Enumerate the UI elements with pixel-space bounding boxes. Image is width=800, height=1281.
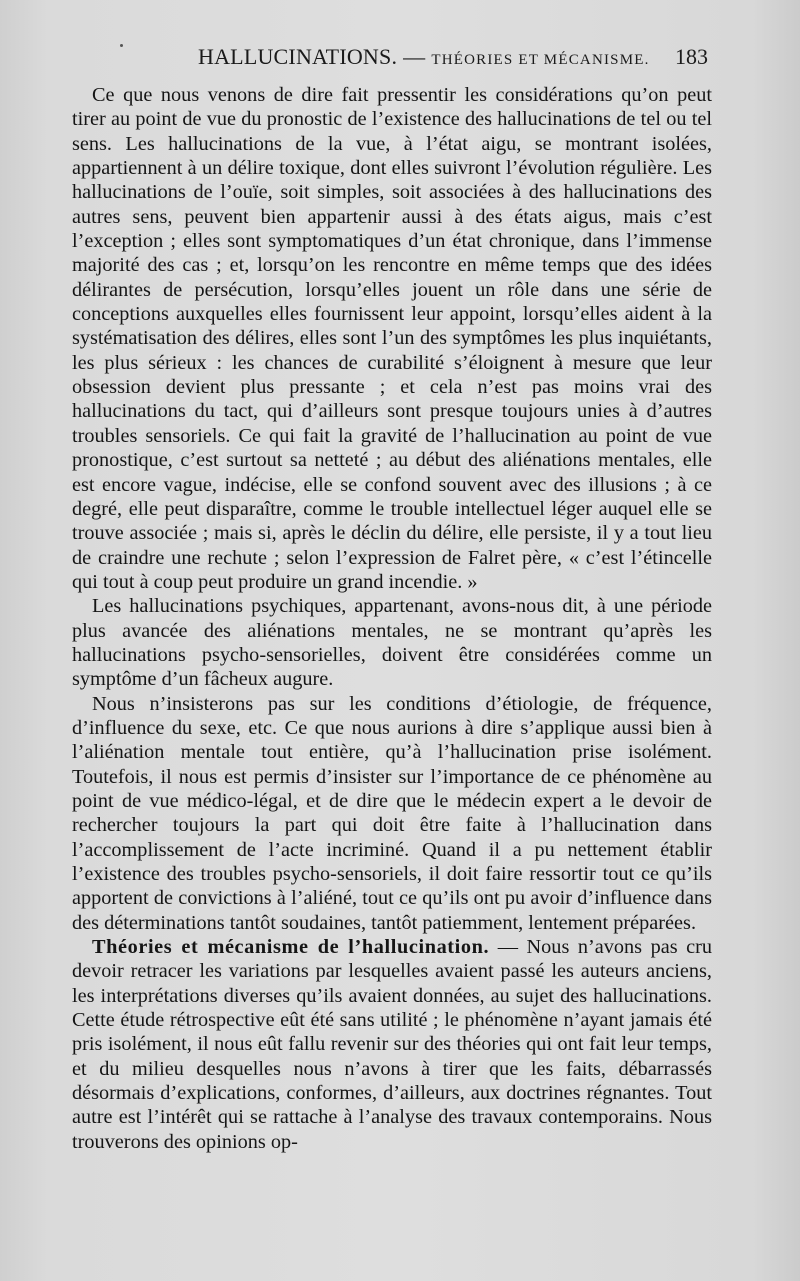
section-heading: Théories et mécanisme de l’hallucination.	[92, 936, 490, 959]
running-title-separator: —	[403, 44, 426, 69]
section-text: Nous n’avons pas cru devoir retracer les variations par lesquelles avaient passé les auteurs anciens, les interprétations diverses qu’ils avaient données, au sujet des hallucinations. Cette étude rétrospective eût été sans utilité ; le phénomène n’ayant jamais été pris isolément, il nous eût fallu revenir sur des théories qui ont fait leur temps, et du milieu desquelles nous n’avons à tirer que les faits, débarrassés désormais d’explications, conformes, d’ailleurs, aux doctrines régnantes. Tout autre est l’intérêt qui se rattache à l’analyse des travaux contemporains. Nous trouverons des opinions op-	[72, 936, 713, 1153]
section-heading-dash: —	[489, 936, 527, 959]
paragraph-medico-legal: Nous n’insisterons pas sur les conditions d’étiologie, de fréquence, d’influence du sexe, etc. Ce que nous aurions à dire s’applique aussi bien à l’aliénation mentale tout entière, qu’à l’hallucination prise isolément. Toutefois, il nous est permis d’insister sur l’importance de ce phénomène au point de vue médico-légal, et de dire que le médecin expert a le devoir de rechercher toujours la part qui doit être faite à l’hallucination dans l’accomplissement de l’acte incriminé. Quand il a pu nettement établir l’existence des troubles psycho-sensoriels, il doit faire ressortir tout ce qu’ils apportent de convictions à l’aliéné, tout ce qu’ils ont pu avoir d’influence dans des déterminations tantôt soudaines, tantôt patiemment, lentement préparées.	[72, 692, 712, 934]
running-title	[198, 44, 650, 70]
paragraph-prognosis: Ce que nous venons de dire fait pressentir les considérations qu’on peut tirer au point de vue du pronostic de l’existence des hallucinations de tel ou tel sens. Les hallucinations de la vue, à l’état aigu, se montrant isolées, appartiennent à un délire toxique, dont elles suivront l’évolution régulière. Les hallucinations de l’ouïe, soit simples, soit associées à des hallucinations des autres sens, peuvent bien appartenir aussi à des états aigus, mais c’est l’exception ; elles sont symptomatiques d’un état chronique, dans l’immense majorité des cas ; et, lorsqu’on les rencontre en même temps que des idées délirantes de persécution, lorsqu’elles jouent un rôle dans une série de conceptions auxquelles elles fournissent leur appoint, lorsqu’elles aident à la systématisation des délires, elles sont l’un des symptômes les plus inquiétants, les plus sérieux : les chances de curabilité s’éloignent à mesure que leur obsession devient plus pressante ; et cela n’est pas moins vrai des hallucinations du tact, qui d’ailleurs sont presque toujours unies à d’autres troubles sensoriels. Ce qui fait la gravité de l’hallucination au point de vue pronostique, c’est surtout sa netteté ; au début des aliénations mentales, elle est encore vague, indécise, elle se confond souvent avec des illusions ; à ce degré, elle peut disparaître, comme le trouble intellectuel léger auquel elle se trouve associée ; mais si, après le déclin du délire, elle persiste, il y a tout lieu de craindre une rechute ; selon l’expression de Falret père, « c’est l’étincelle qui tout à coup peut produire un grand incendie. »	[72, 84, 712, 593]
running-title-main: HALLUCINATIONS.	[198, 44, 398, 69]
page-header	[0, 44, 800, 74]
paragraph-theories	[72, 935, 712, 1154]
body-text	[72, 83, 712, 1154]
paragraph-psychic-hallucinations: Les hallucinations psychiques, appartenant, avons-nous dit, à une période plus avancée des aliénations mentales, ne se montrant qu’après les hallucinations psycho-sensorielles, doivent être considérées comme un symptôme d’un fâcheux augure.	[72, 595, 712, 691]
page-number: 183	[675, 44, 708, 69]
running-title-subtitle: THÉORIES ET MÉCANISME.	[431, 52, 650, 68]
